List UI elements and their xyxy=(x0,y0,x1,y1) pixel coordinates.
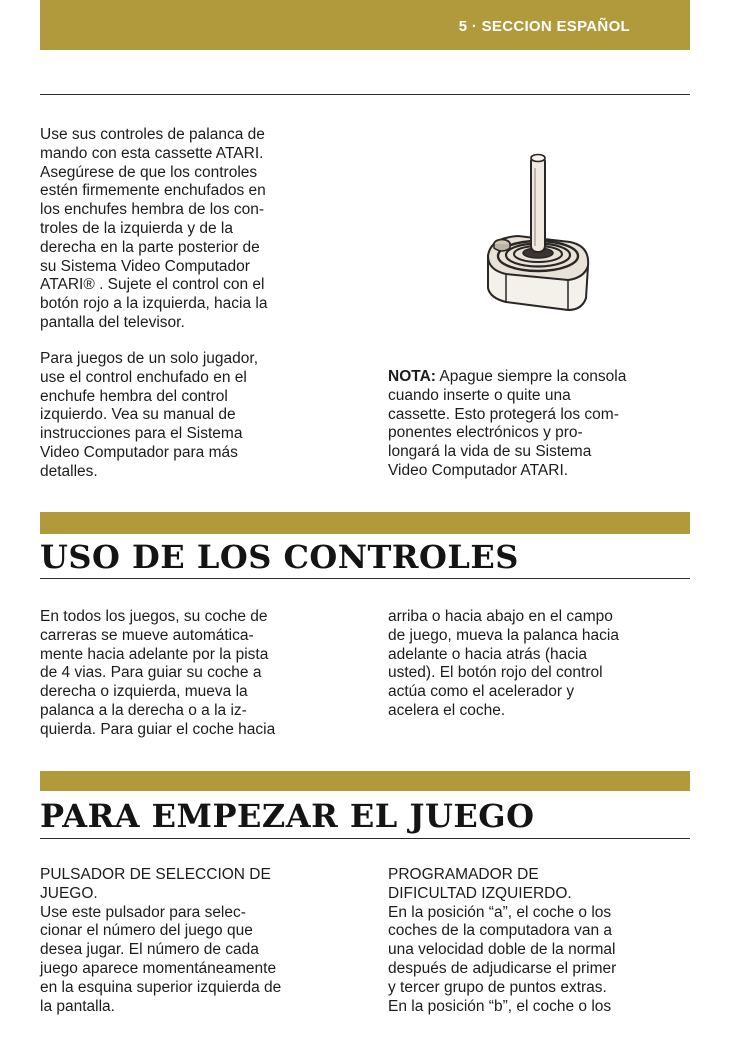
note-first-text: Apague siempre la consola xyxy=(435,368,627,385)
intro-paragraph xyxy=(40,126,340,333)
note-paragraph xyxy=(388,368,693,481)
note-first-line xyxy=(388,368,693,387)
text-line: cassette. Esto protegerá los com- xyxy=(388,405,619,423)
text-line: cionar el número del juego que xyxy=(40,922,253,940)
text-line: botón rojo a la izquierda, hacia la xyxy=(40,295,268,313)
subheading-line: PROGRAMADOR DE xyxy=(388,866,539,883)
text-line: una velocidad doble de la normal xyxy=(388,941,616,959)
start-rule xyxy=(40,838,690,839)
text-line: y tercer grupo de puntos extras. xyxy=(388,978,607,996)
text-line: Use este pulsador para selec- xyxy=(40,903,246,921)
text-line: palanca a la derecha o a la iz- xyxy=(40,701,247,719)
text-line: pantalla del televisor. xyxy=(40,313,185,331)
text-line: adelante o hacia atrás (hacia xyxy=(388,645,588,663)
text-line: su Sistema Video Computador xyxy=(40,257,250,275)
text-line: derecha en la parte posterior de xyxy=(40,238,260,256)
text-line: juego aparece momentáneamente xyxy=(40,959,277,977)
text-line: de 4 vias. Para guiar su coche a xyxy=(40,664,262,682)
text-line: Use sus controles de palanca de xyxy=(40,126,265,143)
text-line: coches de la computadora van a xyxy=(388,922,613,940)
subheading-line: DIFICULTAD IZQUIERDO. xyxy=(388,884,572,902)
text-line: ponentes electrónicos y pro- xyxy=(388,424,583,442)
text-line: Para juegos de un solo jugador, xyxy=(40,350,259,367)
text-line: la pantalla. xyxy=(40,997,115,1015)
header-band xyxy=(40,0,690,50)
text-line: instrucciones para el Sistema xyxy=(40,425,243,443)
text-line: izquierdo. Vea su manual de xyxy=(40,406,236,424)
difficulty-subheading xyxy=(388,866,693,904)
text-line: Video Computador ATARI. xyxy=(388,461,569,479)
text-line: derecha o izquierda, mueva la xyxy=(40,683,248,701)
text-line: En la posición “b”, el coche o los xyxy=(388,997,612,1015)
text-line: los enchufes hembra de los con- xyxy=(40,201,265,219)
difficulty-body xyxy=(388,904,693,1017)
text-line: arriba o hacia abajo en el campo xyxy=(388,608,613,625)
text-line: de juego, mueva la palanca hacia xyxy=(388,626,619,644)
text-line: enchufe hembra del control xyxy=(40,387,228,405)
text-line: cuando inserte o quite una xyxy=(388,386,571,404)
text-line: En la posición “a”, el coche o los xyxy=(388,903,612,921)
text-line: Asegúrese de que los controles xyxy=(40,163,258,181)
text-line: En todos los juegos, su coche de xyxy=(40,608,268,625)
note-label: NOTA: xyxy=(388,368,436,385)
controls-right-column xyxy=(388,608,693,721)
section-label: 5 · SECCION ESPAÑOL xyxy=(458,18,630,35)
start-left-column xyxy=(40,866,340,1016)
header-rule xyxy=(40,94,690,95)
text-line: ATARI® . Sujete el control con el xyxy=(40,276,265,294)
controls-heading: USO DE LOS CONTROLES xyxy=(40,538,519,576)
controls-left-column xyxy=(40,608,340,740)
text-line: actúa como el acelerador y xyxy=(388,683,575,701)
text-line: mente hacia adelante por la pista xyxy=(40,645,269,663)
text-line: carreras se mueve automática- xyxy=(40,626,254,644)
text-line: use el control enchufado en el xyxy=(40,368,247,386)
start-right-column xyxy=(388,866,693,1016)
controls-band xyxy=(40,512,690,534)
game-select-subheading xyxy=(40,866,340,904)
note-body xyxy=(388,387,693,481)
text-line: acelera el coche. xyxy=(388,701,506,719)
subheading-line: PULSADOR DE SELECCION DE xyxy=(40,866,271,883)
text-line: Video Computador para más xyxy=(40,443,238,461)
start-heading: PARA EMPEZAR EL JUEGO xyxy=(40,797,535,835)
text-line: detalles. xyxy=(40,462,98,480)
joystick-icon xyxy=(478,138,598,318)
subheading-line: JUEGO. xyxy=(40,884,98,902)
text-line: en la esquina superior izquierda de xyxy=(40,978,282,996)
text-line: desea jugar. El número de cada xyxy=(40,941,259,959)
text-line: estén firmemente enchufados en xyxy=(40,182,266,200)
text-line: usted). El botón rojo del control xyxy=(388,664,603,682)
text-line: quierda. Para guiar el coche hacia xyxy=(40,720,276,738)
text-line: mando con esta cassette ATARI. xyxy=(40,144,264,162)
controls-rule xyxy=(40,578,690,579)
text-line: después de adjudicarse el primer xyxy=(388,959,617,977)
single-player-paragraph xyxy=(40,350,340,482)
text-line: longará la vida de su Sistema xyxy=(388,443,592,461)
start-band xyxy=(40,771,690,791)
text-line: troles de la izquierda y de la xyxy=(40,219,234,237)
game-select-body xyxy=(40,904,340,1017)
